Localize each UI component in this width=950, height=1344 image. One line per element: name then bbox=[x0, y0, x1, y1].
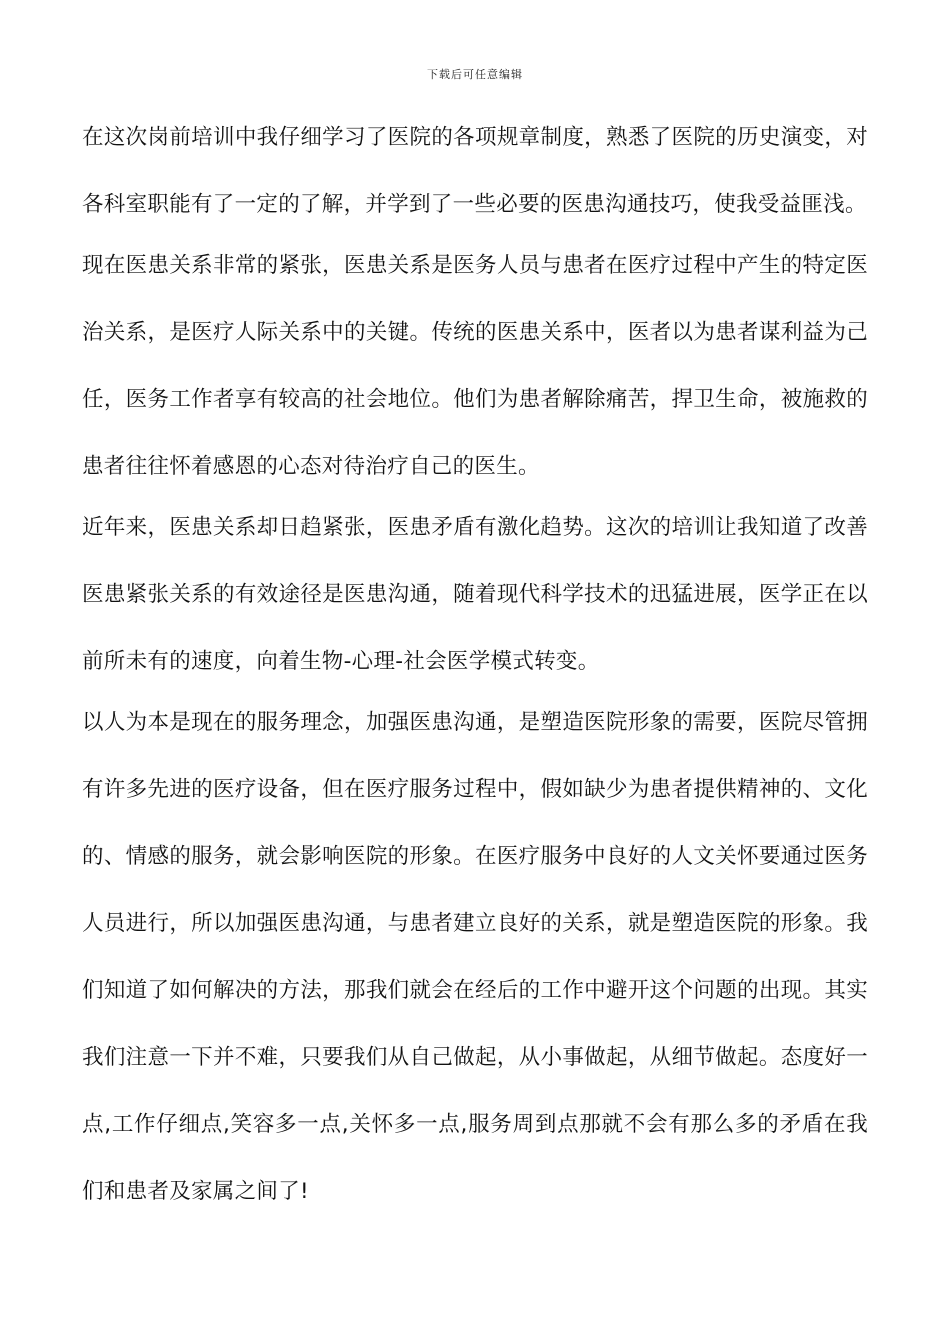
paragraph-training-intro: 在这次岗前培训中我仔细学习了医院的各项规章制度，熟悉了医院的历史演变，对各科室职能有了一定的了解，并学到了一些必要的医患沟通技巧，使我受益匪浅。 bbox=[82, 125, 868, 217]
paragraph-people-oriented-service: 以人为本是现在的服务理念，加强医患沟通，是塑造医院形象的需要，医院尽管拥有许多先进的医疗设备，但在医疗服务过程中，假如缺少为患者提供精神的、文化的、情感的服务，就会影响医院的形象。在医疗服务中良好的人文关怀要通过医务人员进行，所以加强医患沟通，与患者建立良好的关系，就是塑造医院的形象。我们知道了如何解决的方法，那我们就会在经后的工作中避开这个问题的出现。其实我们注意一下并不难，只要我们从自己做起，从小事做起，从细节做起。态度好一点,工作仔细点,笑容多一点,关怀多一点,服务周到点那就不会有那么多的矛盾在我们和患者及家属之间了! bbox=[82, 710, 868, 1204]
page-header: 下载后可任意编辑 bbox=[427, 68, 523, 81]
paragraph-recent-tension: 近年来，医患关系却日趋紧张，医患矛盾有激化趋势。这次的培训让我知道了改善医患紧张关系的有效途径是医患沟通，随着现代科学技术的迅猛进展，医学正在以前所未有的速度，向着生物-心理-社会医学模式转变。 bbox=[82, 515, 868, 674]
paragraph-doctor-patient-relationship: 现在医患关系非常的紧张，医患关系是医务人员与患者在医疗过程中产生的特定医治关系，是医疗人际关系中的关键。传统的医患关系中，医者以为患者谋利益为己任，医务工作者享有较高的社会地位。他们为患者解除痛苦，捍卫生命，被施救的患者往往怀着感恩的心态对待治疗自己的医生。 bbox=[82, 253, 868, 479]
document-body bbox=[82, 104, 868, 1225]
